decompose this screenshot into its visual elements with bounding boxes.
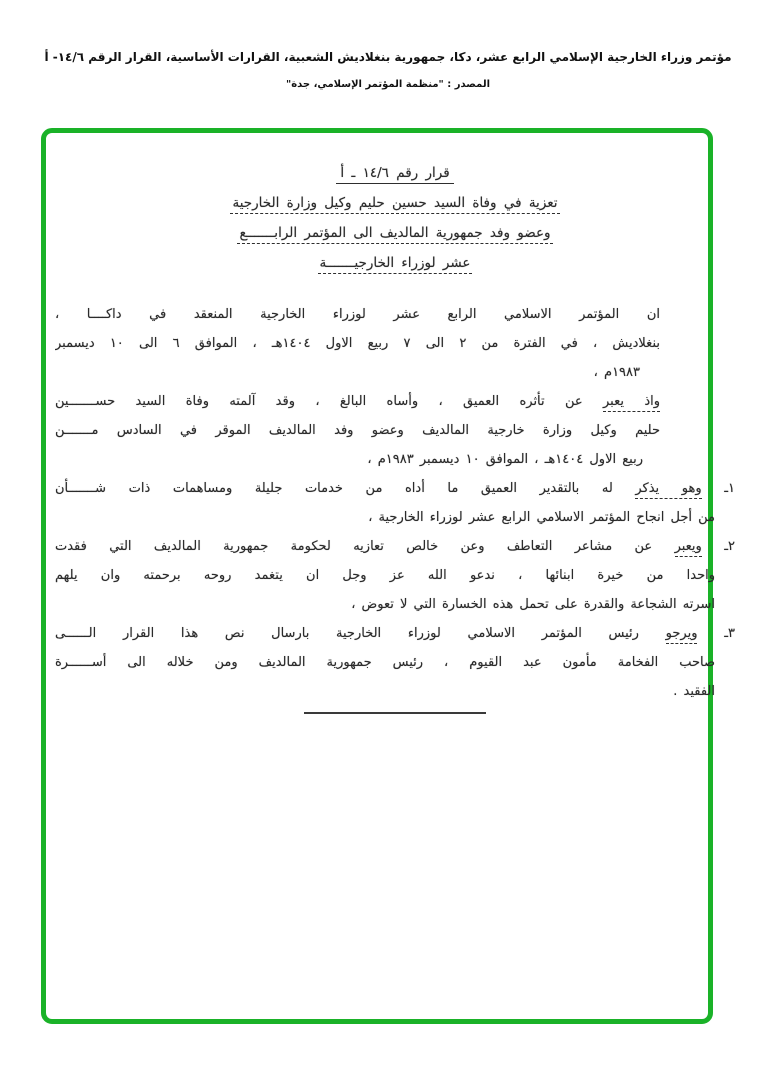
- preamble2-line2: حليم وكيل وزارة خارجية المالديف وعضو وفد المالديف الموقر في السادس مـــــــن: [55, 423, 660, 438]
- preamble2-line3: ربيع الاول ١٤٠٤هـ ، الموافق ١٠ ديسمبر ١٩٨٣م ،: [367, 452, 643, 467]
- item2-number: ٢ـ: [724, 539, 735, 554]
- preamble1-line3: ١٩٨٣م ،: [593, 365, 640, 380]
- item2-line3: اسرته الشجاعة والقدرة على تحمل هذه الخسارة التي لا تعوض ،: [351, 597, 715, 612]
- resolution-title-line-2: وعضو وفد جمهورية المالديف الى المؤتمر الرابـــــــع: [55, 218, 735, 248]
- resolution-number-line: [55, 158, 735, 188]
- item3-underlined-words: ويرجو: [666, 626, 698, 644]
- resolution-body: [55, 300, 735, 714]
- end-of-document-rule: [304, 712, 486, 714]
- preamble2-line1: واذ يعبر عن تأثره العميق ، وأساه البالغ ، وقد آلمته وفاة السيد حســـــــين: [55, 387, 735, 416]
- item1-number: ١ـ: [724, 481, 735, 496]
- item3-line1: ٣ـ ويرجو رئيس المؤتمر الاسلامي لوزراء الخارجية بارسال نص هذا القرار الــــــى: [55, 619, 735, 648]
- document-header-title: مؤتمر وزراء الخارجية الإسلامي الرابع عشر، دكا، جمهورية بنغلاديش الشعبية، القرارات الأساسية، القرار الرقم ١٤/٦- أ: [44, 50, 732, 64]
- preamble1-line2: بنغلاديش ، في الفترة من ٢ الى ٧ ربيع الاول ١٤٠٤هـ ، الموافق ٦ الى ١٠ ديسمبر: [55, 336, 660, 351]
- preamble2-underlined-words: واذ يعبر: [603, 394, 660, 412]
- item3-line2: صاحب الفخامة مأمون عبد القيوم ، رئيس جمهورية المالديف ومن خلاله الى أســــــرة: [55, 655, 715, 670]
- resolution-number: قرار رقم ١٤/٦ ـ أ: [336, 165, 453, 184]
- resolution-title-line-3: عشر لوزراء الخارجيـــــــة: [55, 248, 735, 278]
- item2-underlined-words: ويعبر: [675, 539, 702, 557]
- preamble1-line1: ان المؤتمر الاسلامي الرابع عشر لوزراء الخارجية المنعقد في داكــــا ،: [55, 307, 660, 322]
- document-header-source: المصدر : "منظمة المؤتمر الإسلامي، جدة": [285, 79, 490, 90]
- item2-line2: واحدا من خيرة ابنائها ، ندعو الله عز وجل ان يتغمد روحه برحمته وان يلهم: [55, 568, 715, 583]
- item2-line1: ٢ـ ويعبر عن مشاعر التعاطف وعن خالص تعازيه لحكومة جمهورية المالديف التي فقدت: [55, 532, 735, 561]
- item3-number: ٣ـ: [724, 626, 735, 641]
- resolution-title-line-1: تعزية في وفاة السيد حسين حليم وكيل وزارة الخارجية: [55, 188, 735, 218]
- resolution-title-block: [55, 158, 735, 278]
- item1-line1: ١ـ وهو يذكر له بالتقدير العميق ما أداه من خدمات جليلة ومساهمات ذات شـــــــأن: [55, 474, 735, 503]
- item1-underlined-words: وهو يذكر: [635, 481, 701, 499]
- item3-line3: الفقيد .: [673, 684, 715, 699]
- item1-line2: من أجل انجاح المؤتمر الاسلامي الرابع عشر لوزراء الخارجية ،: [368, 510, 715, 525]
- scanned-document: [55, 158, 735, 714]
